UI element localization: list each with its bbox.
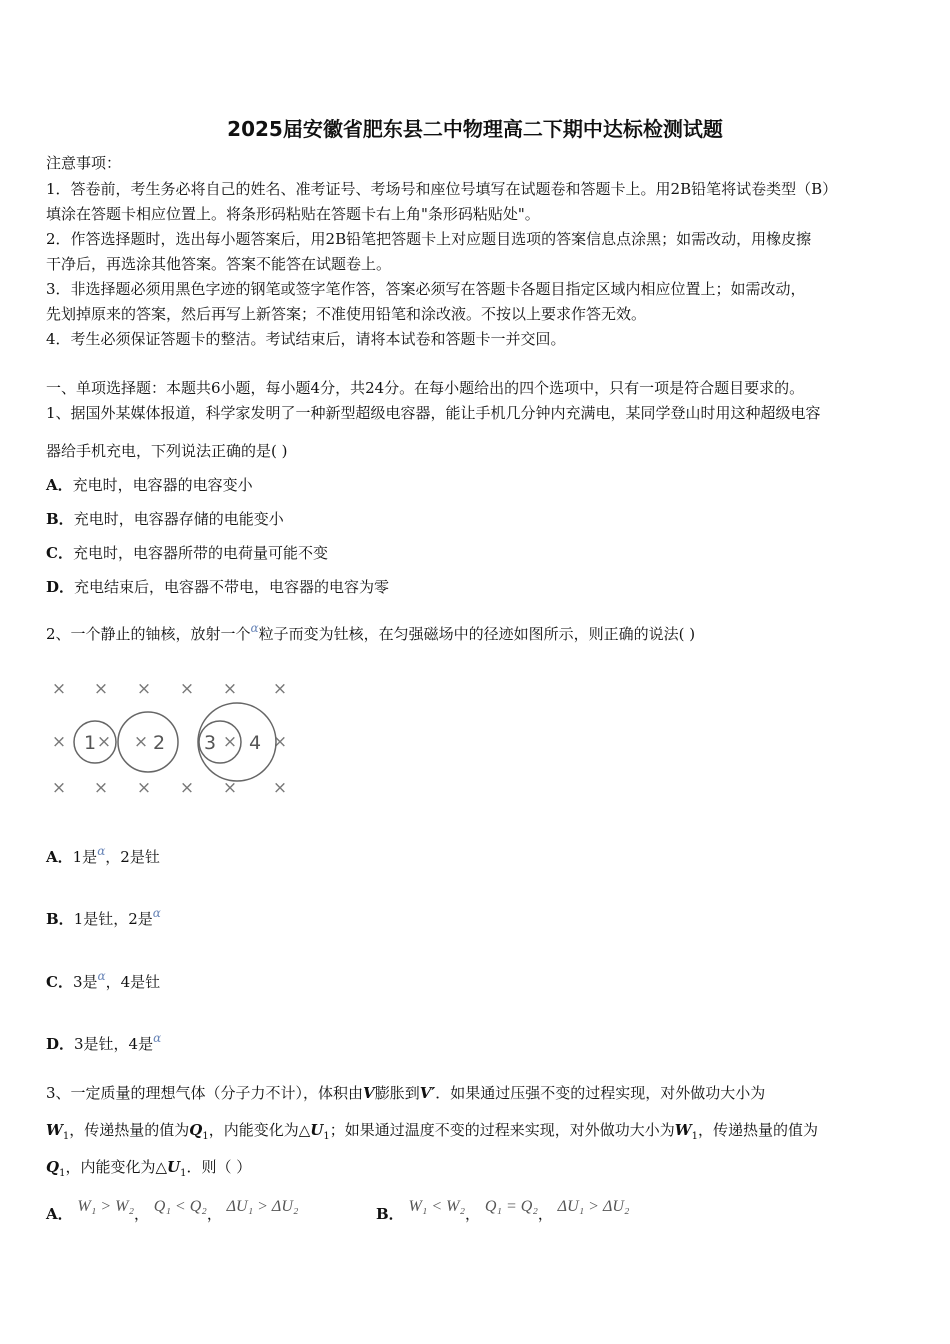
field-cross-icon: × <box>51 732 67 752</box>
subscript: 1 <box>202 1131 209 1142</box>
separator: ， <box>537 1205 553 1223</box>
q3-text: ，内能变化为△ <box>208 1121 311 1139</box>
track-label-1: 1 <box>84 732 97 754</box>
option-label: A． <box>46 476 73 494</box>
q2-option-c <box>46 971 160 992</box>
q3-text: ．则（ ） <box>186 1158 252 1176</box>
subscript: 1 <box>59 1168 66 1179</box>
option-label: B． <box>46 510 74 528</box>
option-text: ，4是钍 <box>105 973 161 991</box>
math-expr: W₁ > W₂ <box>77 1198 134 1215</box>
field-cross-icon: × <box>51 679 67 699</box>
math-expr: ΔU₁ > ΔU₂ <box>557 1198 630 1215</box>
q2-stem-b: 粒子而变为钍核，在匀强磁场中的径迹如图所示，则正确的说法( ) <box>258 625 696 643</box>
field-cross-icon: × <box>136 679 152 699</box>
field-cross-icon: × <box>222 679 238 699</box>
var-q: Q <box>189 1121 203 1139</box>
page-title: 2025届安徽省肥东县二中物理高二下期中达标检测试题 <box>227 117 723 141</box>
subscript: 1 <box>62 1131 70 1142</box>
separator: ， <box>134 1205 150 1223</box>
option-label: B． <box>376 1205 404 1223</box>
option-text: 充电时，电容器的电容变小 <box>72 476 253 494</box>
q1-stem-2: 器给手机充电，下列说法正确的是( ) <box>46 442 288 460</box>
q3-stem-line-3 <box>46 1156 251 1179</box>
field-cross-icon: × <box>179 679 195 699</box>
notice-line: 先划掉原来的答案，然后再写上新答案；不准使用铅笔和涂改液。不按以上要求作答无效。 <box>46 305 647 323</box>
track-label-4: 4 <box>249 732 262 754</box>
field-cross-icon: × <box>93 679 109 699</box>
notice-heading: 注意事项： <box>46 154 122 172</box>
math-expr: Q₁ = Q₂ <box>484 1198 538 1215</box>
field-cross-icon: × <box>96 732 112 752</box>
notice-line: 填涂在答题卡相应位置上。将条形码粘贴在答题卡右上角"条形码粘贴处"。 <box>46 205 540 223</box>
subscript: 1 <box>691 1131 698 1142</box>
alpha-symbol: α <box>152 906 161 920</box>
math-expr: Q₁ < Q₂ <box>153 1198 207 1215</box>
field-cross-icon: × <box>93 778 109 798</box>
q2-stem-a: 2、一个静止的铀核，放射一个 <box>46 625 251 643</box>
option-text: 1是 <box>72 848 98 866</box>
option-text: 充电时，电容器所带的电荷量可能不变 <box>72 544 328 562</box>
q3-text: ，传递热量的值为 <box>69 1121 190 1139</box>
q3-text: 3、一定质量的理想气体（分子力不计），体积由 <box>46 1084 364 1102</box>
q3-text: ．如果通过压强不变的过程实现，对外做功大小为 <box>435 1084 766 1102</box>
q3-option-b <box>376 1198 630 1224</box>
alpha-symbol: α <box>97 969 106 983</box>
var-u: U <box>167 1158 181 1176</box>
magnetic-field-figure <box>44 676 294 801</box>
field-cross-icon: × <box>272 732 288 752</box>
math-expr: W₁ < W₂ <box>408 1198 466 1215</box>
subscript: 1 <box>180 1168 187 1179</box>
q3-stem-line-1 <box>46 1082 765 1103</box>
alpha-symbol: α <box>153 1031 162 1045</box>
option-text: 3是 <box>72 973 98 991</box>
track-label-3: 3 <box>204 732 217 754</box>
option-text: 充电结束后，电容器不带电，电容器的电容为零 <box>74 578 390 596</box>
q1-option-a <box>46 474 253 495</box>
option-label: C． <box>46 544 73 562</box>
q2-option-a <box>46 846 160 867</box>
var-v: V <box>363 1084 375 1102</box>
field-cross-icon: × <box>179 778 195 798</box>
var-v-prime: V′ <box>419 1084 436 1102</box>
option-label: D． <box>46 1035 75 1053</box>
q1-option-d <box>46 576 389 597</box>
option-text: ，2是钍 <box>105 848 160 866</box>
q2-stem <box>46 623 695 644</box>
track-label-2: 2 <box>153 732 166 754</box>
alpha-symbol: α <box>97 844 106 858</box>
option-text: 1是钍，2是 <box>73 910 153 928</box>
field-cross-icon: × <box>272 778 288 798</box>
option-label: A． <box>46 1205 73 1223</box>
field-cross-icon: × <box>133 732 149 752</box>
notice-line: 干净后，再选涂其他答案。答案不能答在试题卷上。 <box>46 255 392 273</box>
q3-text: ，内能变化为△ <box>65 1158 167 1176</box>
q1-option-c <box>46 542 328 563</box>
option-label: B． <box>46 910 74 928</box>
subscript: 1 <box>323 1131 330 1142</box>
var-q: Q <box>46 1158 60 1176</box>
separator: ， <box>206 1205 222 1223</box>
q1-option-b <box>46 508 284 529</box>
q3-text: ；如果通过温度不变的过程来实现，对外做功大小为 <box>329 1121 675 1139</box>
notice-line: 4．考生必须保证答题卡的整洁。考试结束后，请将本试卷和答题卡一并交回。 <box>46 330 566 348</box>
var-w: W <box>674 1121 692 1139</box>
option-text: 充电时，电容器存储的电能变小 <box>73 510 284 528</box>
q2-option-b <box>46 908 161 929</box>
var-u: U <box>310 1121 324 1139</box>
q3-text: 膨胀到 <box>374 1084 420 1102</box>
field-cross-icon: × <box>51 778 67 798</box>
field-cross-icon: × <box>272 679 288 699</box>
option-label: A． <box>46 848 73 866</box>
notice-line: 3．非选择题必须用黑色字迹的钢笔或签字笔作答，答案必须写在答题卡各题目指定区域内相应位置上；如需改动， <box>46 280 806 298</box>
q1-stem-1: 1、据国外某媒体报道，科学家发明了一种新型超级电容器，能让手机几分钟内充满电，某同学登山时用这种超级电容 <box>46 404 821 422</box>
field-cross-icon: × <box>136 778 152 798</box>
field-cross-icon: × <box>222 778 238 798</box>
section-heading: 一、单项选择题：本题共6小题，每小题4分，共24分。在每小题给出的四个选项中，只有一项是符合题目要求的。 <box>46 379 805 397</box>
var-w: W <box>46 1121 63 1139</box>
separator: ， <box>465 1205 481 1223</box>
option-text: 3是钍，4是 <box>74 1035 154 1053</box>
q3-option-a <box>46 1198 299 1224</box>
notice-line: 1．答卷前，考生务必将自己的姓名、准考证号、考场号和座位号填写在试题卷和答题卡上。用2B铅笔将试卷类型（B） <box>46 180 838 198</box>
q3-text: ，传递热量的值为 <box>697 1121 818 1139</box>
option-label: C． <box>46 973 73 991</box>
q3-stem-line-2 <box>46 1119 818 1142</box>
math-expr: ΔU₁ > ΔU₂ <box>226 1198 299 1215</box>
field-cross-icon: × <box>222 732 238 752</box>
q2-option-d <box>46 1033 161 1054</box>
option-label: D． <box>46 578 75 596</box>
alpha-symbol: α <box>250 621 259 635</box>
notice-line: 2．作答选择题时，选出每小题答案后，用2B铅笔把答题卡上对应题目选项的答案信息点涂黑；如需改动，用橡皮擦 <box>46 230 812 248</box>
